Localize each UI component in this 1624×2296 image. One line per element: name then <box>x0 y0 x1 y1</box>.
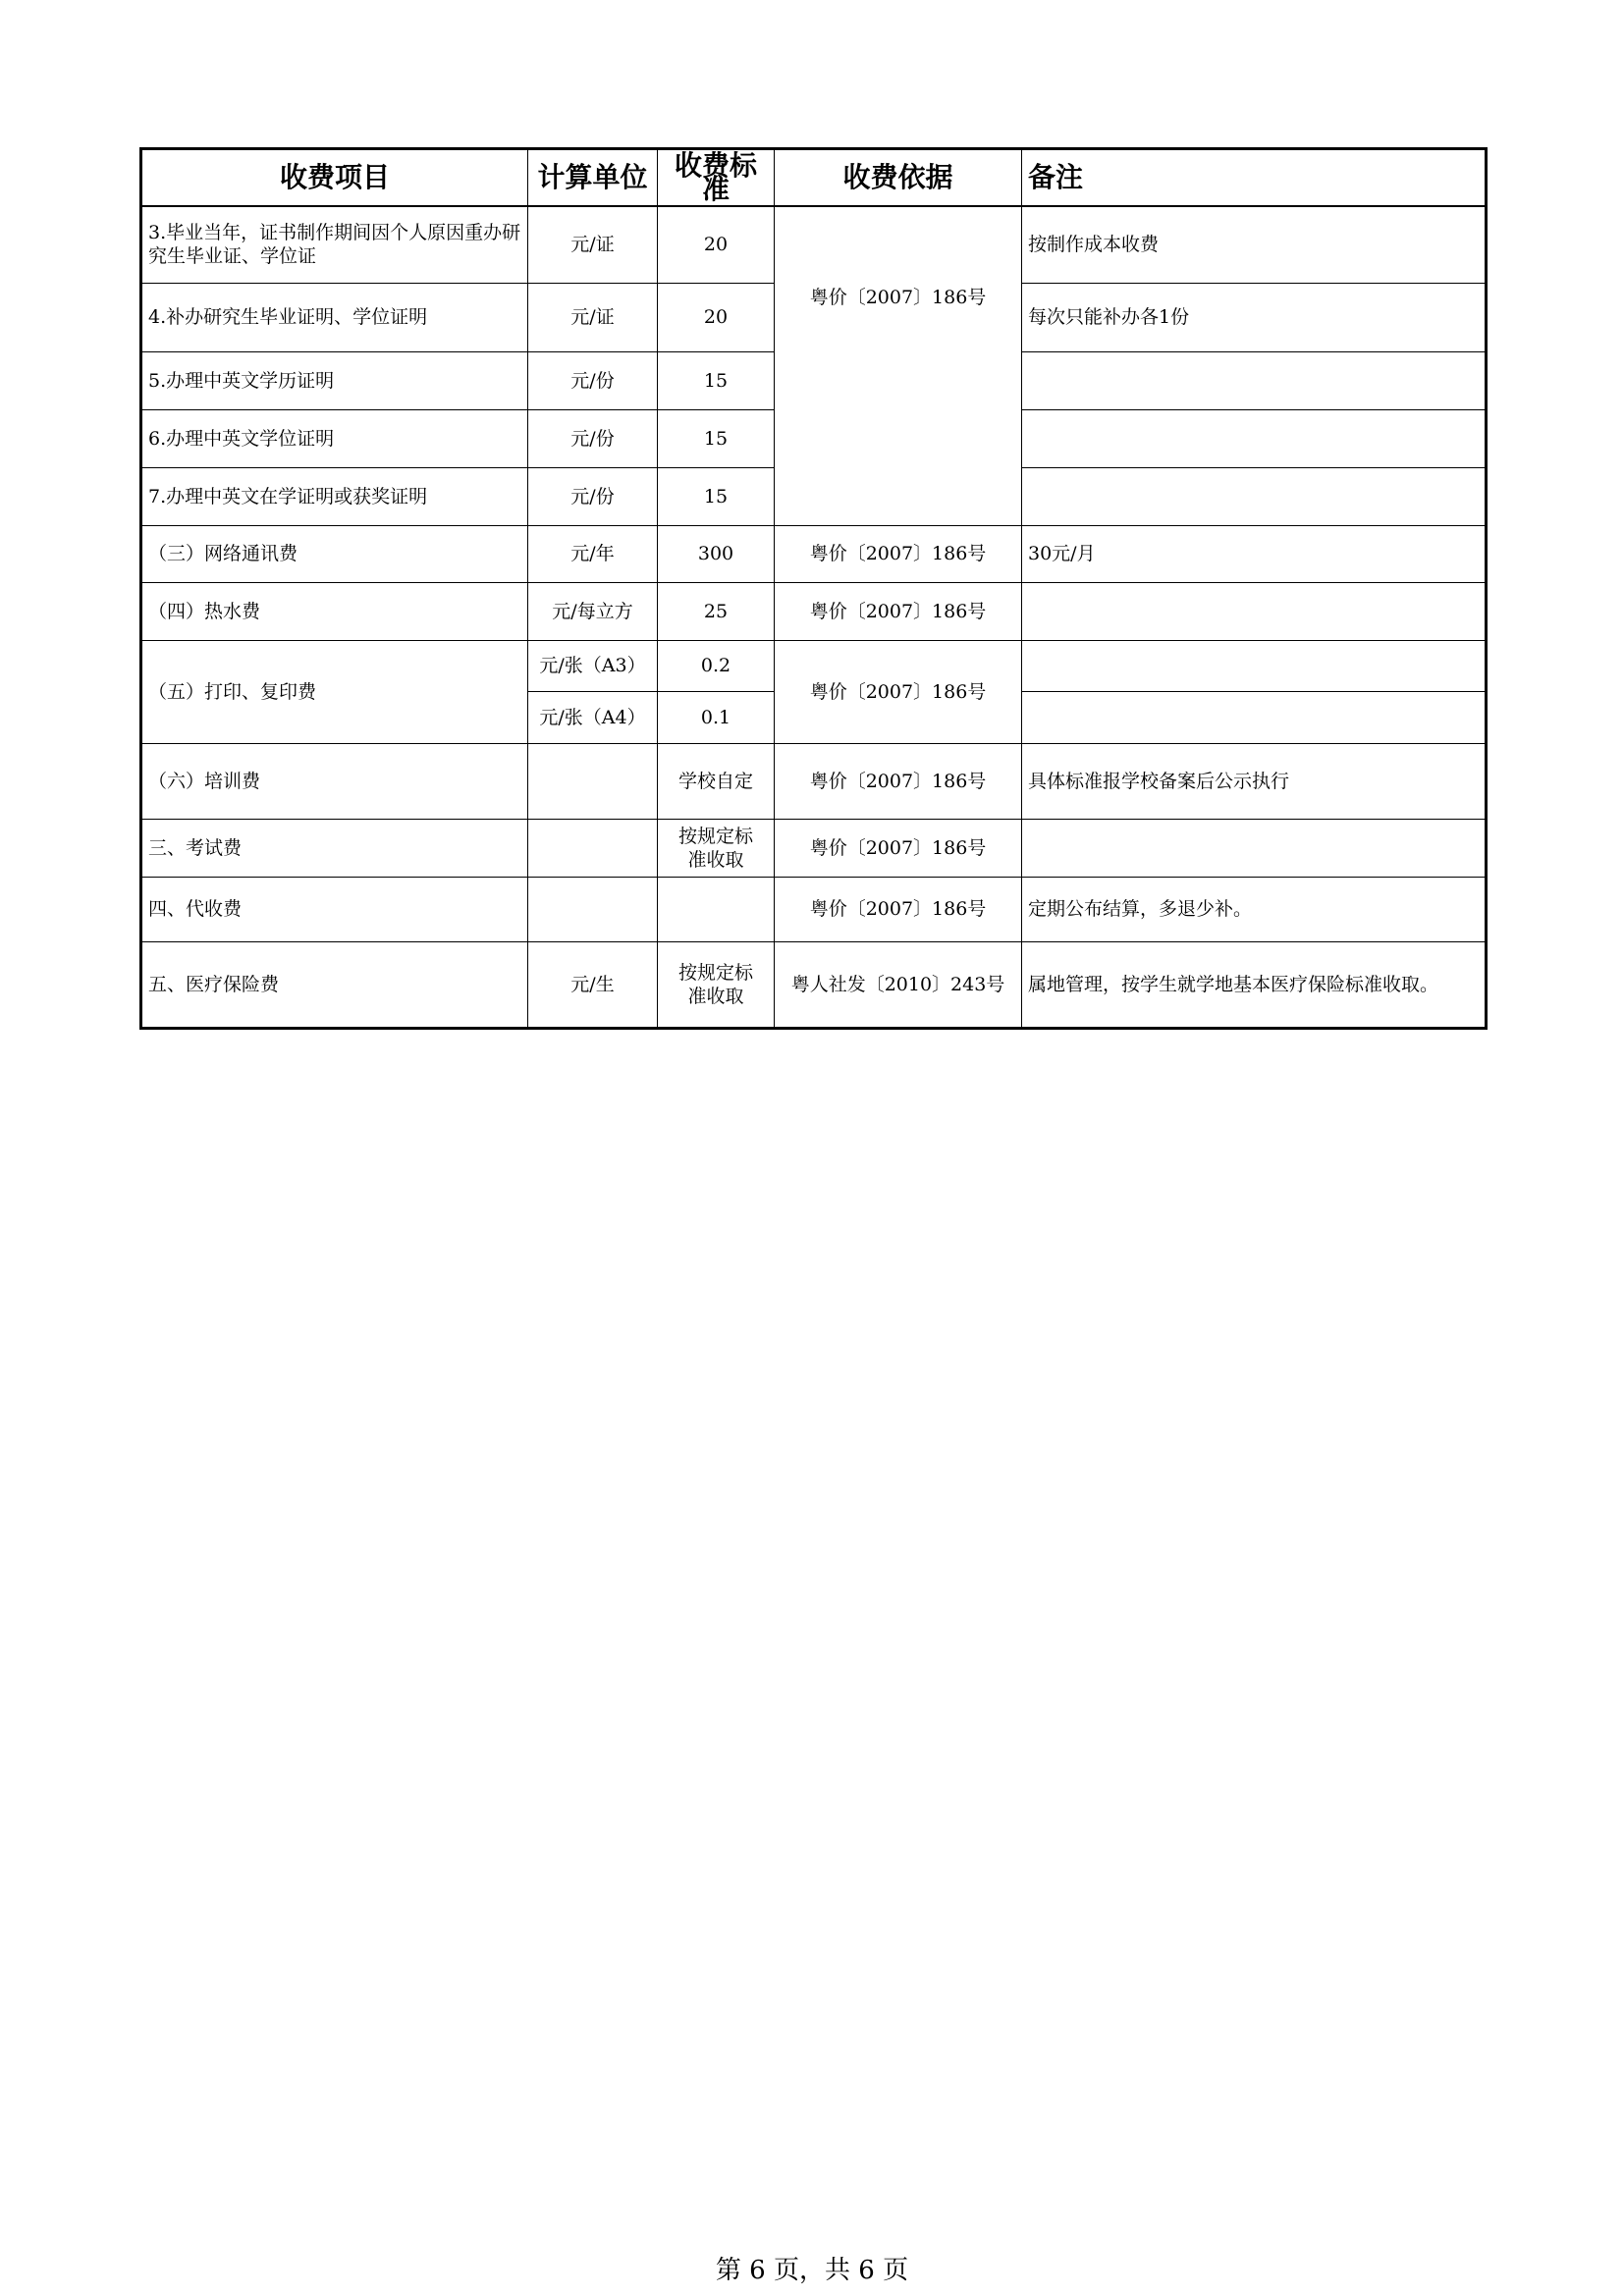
table-row <box>141 582 1487 640</box>
cell-unit: 元/生 <box>528 941 658 1028</box>
cell-standard <box>658 877 775 941</box>
cell-item: 6.办理中英文学位证明 <box>141 409 528 467</box>
table-row <box>141 206 1487 283</box>
cell-standard: 15 <box>658 351 775 409</box>
cell-standard: 20 <box>658 283 775 351</box>
cell-note <box>1022 467 1487 525</box>
cell-item: （三）网络通讯费 <box>141 525 528 582</box>
cell-unit: 元/每立方 <box>528 582 658 640</box>
cell-item: （六）培训费 <box>141 743 528 819</box>
cell-basis: 粤价〔2007〕186号 <box>775 877 1022 941</box>
page-footer: 第 6 页，共 6 页 <box>715 2256 909 2285</box>
cell-standard: 15 <box>658 409 775 467</box>
cell-standard: 按规定标准收取 <box>658 819 775 877</box>
cell-unit: 元/份 <box>528 409 658 467</box>
cell-note: 每次只能补办各1份 <box>1022 283 1487 351</box>
cell-basis: 粤人社发〔2010〕243号 <box>775 941 1022 1028</box>
cell-item: 三、考试费 <box>141 819 528 877</box>
cell-standard: 20 <box>658 206 775 283</box>
cell-basis: 粤价〔2007〕186号 <box>775 819 1022 877</box>
header-standard: 收费标准 <box>658 149 775 207</box>
cell-basis: 粤价〔2007〕186号 <box>775 206 1022 525</box>
cell-note: 属地管理，按学生就学地基本医疗保险标准收取。 <box>1022 941 1487 1028</box>
fee-table <box>139 147 1488 1030</box>
cell-standard: 0.1 <box>658 691 775 743</box>
cell-unit: 元/张（A3） <box>528 640 658 691</box>
table-row <box>141 640 1487 691</box>
cell-note <box>1022 582 1487 640</box>
cell-basis: 粤价〔2007〕186号 <box>775 640 1022 743</box>
table-row <box>141 525 1487 582</box>
cell-note: 具体标准报学校备案后公示执行 <box>1022 743 1487 819</box>
table-row <box>141 743 1487 819</box>
cell-note <box>1022 351 1487 409</box>
cell-item: 五、医疗保险费 <box>141 941 528 1028</box>
table-row <box>141 819 1487 877</box>
table-header-row <box>141 149 1487 207</box>
cell-item: 3.毕业当年，证书制作期间因个人原因重办研究生毕业证、学位证 <box>141 206 528 283</box>
cell-note <box>1022 819 1487 877</box>
cell-note <box>1022 640 1487 691</box>
header-note: 备注 <box>1022 149 1487 207</box>
cell-unit: 元/证 <box>528 206 658 283</box>
cell-note <box>1022 691 1487 743</box>
cell-item: 四、代收费 <box>141 877 528 941</box>
cell-item: 7.办理中英文在学证明或获奖证明 <box>141 467 528 525</box>
cell-unit <box>528 877 658 941</box>
cell-item: 5.办理中英文学历证明 <box>141 351 528 409</box>
cell-note: 按制作成本收费 <box>1022 206 1487 283</box>
cell-note: 30元/月 <box>1022 525 1487 582</box>
cell-standard: 25 <box>658 582 775 640</box>
cell-basis: 粤价〔2007〕186号 <box>775 743 1022 819</box>
cell-unit <box>528 743 658 819</box>
cell-basis: 粤价〔2007〕186号 <box>775 525 1022 582</box>
cell-unit: 元/张（A4） <box>528 691 658 743</box>
cell-standard: 学校自定 <box>658 743 775 819</box>
header-unit: 计算单位 <box>528 149 658 207</box>
cell-note: 定期公布结算，多退少补。 <box>1022 877 1487 941</box>
cell-unit: 元/份 <box>528 467 658 525</box>
cell-standard: 0.2 <box>658 640 775 691</box>
cell-unit <box>528 819 658 877</box>
cell-item: （五）打印、复印费 <box>141 640 528 743</box>
table-row <box>141 941 1487 1028</box>
cell-standard: 300 <box>658 525 775 582</box>
cell-standard: 按规定标准收取 <box>658 941 775 1028</box>
cell-unit: 元/证 <box>528 283 658 351</box>
cell-standard: 15 <box>658 467 775 525</box>
table-row <box>141 877 1487 941</box>
cell-item: （四）热水费 <box>141 582 528 640</box>
header-item: 收费项目 <box>141 149 528 207</box>
cell-note <box>1022 409 1487 467</box>
cell-item: 4.补办研究生毕业证明、学位证明 <box>141 283 528 351</box>
cell-unit: 元/年 <box>528 525 658 582</box>
header-basis: 收费依据 <box>775 149 1022 207</box>
cell-unit: 元/份 <box>528 351 658 409</box>
cell-basis: 粤价〔2007〕186号 <box>775 582 1022 640</box>
